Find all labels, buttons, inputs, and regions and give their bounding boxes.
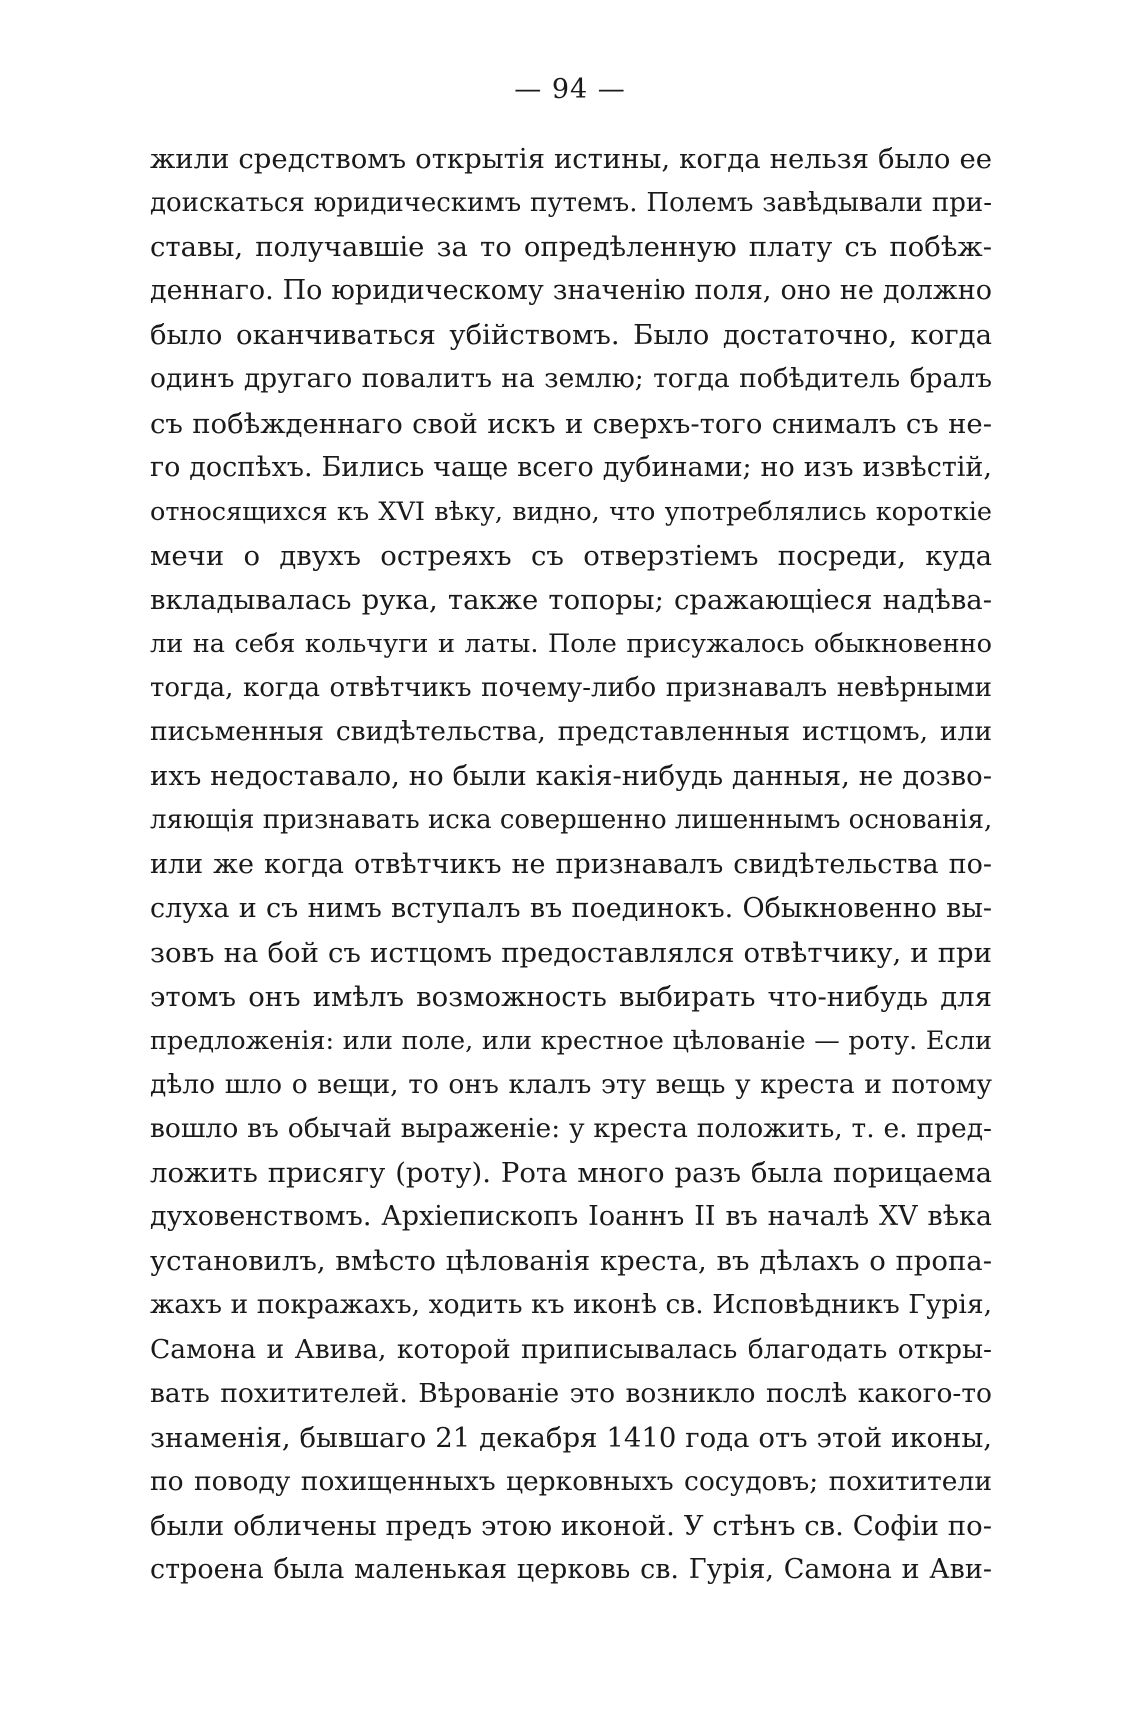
text-line: ихъ недоставало, но были какія-нибудь данныя, не дозво-: [150, 760, 992, 793]
text-line: дѣло шло о вещи, то онъ клалъ эту вещь у креста и потому: [150, 1068, 992, 1100]
text-line: зовъ на бой съ истцомъ предоставлялся отвѣтчику, и при: [150, 936, 992, 969]
text-line: были обличены предъ этою иконой. У стѣнъ св. Софіи по-: [150, 1509, 992, 1542]
text-line: ставы, получавшіе за то опредѣленную плату съ побѣж-: [150, 231, 992, 264]
text-line: жахъ и покражахъ, ходить къ иконѣ св. Исповѣдникъ Гурія,: [150, 1289, 992, 1321]
text-line: слуха и съ нимъ вступалъ въ поединокъ. Обыкновенно вы-: [150, 892, 992, 924]
text-line: установилъ, вмѣсто цѣлованія креста, въ дѣлахъ о пропа-: [150, 1245, 992, 1278]
text-line: вать похитителей. Вѣрованіе это возникло послѣ какого-то: [150, 1377, 992, 1409]
text-line: съ побѣжденнаго свой искъ и сверхъ-того снималъ съ не-: [150, 407, 992, 440]
text-line: мечи о двухъ остреяхъ съ отверзтіемъ посреди, куда: [150, 539, 992, 572]
text-line: по поводу похищенныхъ церковныхъ сосудовъ; похитители: [150, 1465, 992, 1497]
text-line: тогда, когда отвѣтчикъ почему-либо признавалъ невѣрными: [150, 673, 992, 704]
text-line: или же когда отвѣтчикъ не признавалъ свидѣтельства по-: [150, 848, 992, 880]
body-text: [150, 137, 992, 1592]
text-line: вкладывалась рука, также топоры; сражающіеся надѣва-: [150, 583, 992, 616]
text-line: Самона и Авива, которой приписывалась благодать откры-: [150, 1333, 992, 1365]
text-line: жили средствомъ открытія истины, когда нельзя было ее: [150, 143, 992, 175]
text-line: доискаться юридическимъ путемъ. Полемъ завѣдывали при-: [150, 188, 992, 219]
text-line: го доспѣхъ. Бились чаще всего дубинами; но изъ извѣстій,: [150, 451, 992, 483]
text-line: было оканчиваться убійствомъ. Было достаточно, когда: [150, 319, 992, 352]
text-line: вошло въ обычай выраженіе: у креста положить, т. е. пред-: [150, 1113, 992, 1145]
text-line: духовенствомъ. Архіепископъ Іоаннъ II въ началѣ XV вѣка: [150, 1201, 992, 1233]
text-line: письменныя свидѣтельства, представленныя истцомъ, или: [150, 716, 992, 748]
text-line: одинъ другаго повалитъ на землю; тогда побѣдитель бралъ: [150, 363, 992, 395]
text-line: деннаго. По юридическому значенію поля, оно не должно: [150, 275, 992, 307]
text-line: этомъ онъ имѣлъ возможность выбирать что-нибудь для: [150, 980, 992, 1013]
text-line: ли на себя кольчуги и латы. Поле присужалось обыкновенно: [150, 629, 992, 660]
text-line: знаменія, бывшаго 21 декабря 1410 года отъ этой иконы,: [150, 1421, 992, 1454]
text-line: предложенія: или поле, или крестное цѣлованіе — роту. Если: [150, 1025, 992, 1056]
text-line: строена была маленькая церковь св. Гурія, Самона и Ави-: [150, 1554, 992, 1585]
text-line: ляющія признавать иска совершенно лишеннымъ основанія,: [150, 805, 992, 836]
text-line: относящихся къ XVI вѣку, видно, что употреблялись короткіе: [150, 496, 992, 527]
text-line: ложить присягу (роту). Рота много разъ была порицаема: [150, 1157, 992, 1190]
page-number: — 94 —: [514, 74, 626, 105]
